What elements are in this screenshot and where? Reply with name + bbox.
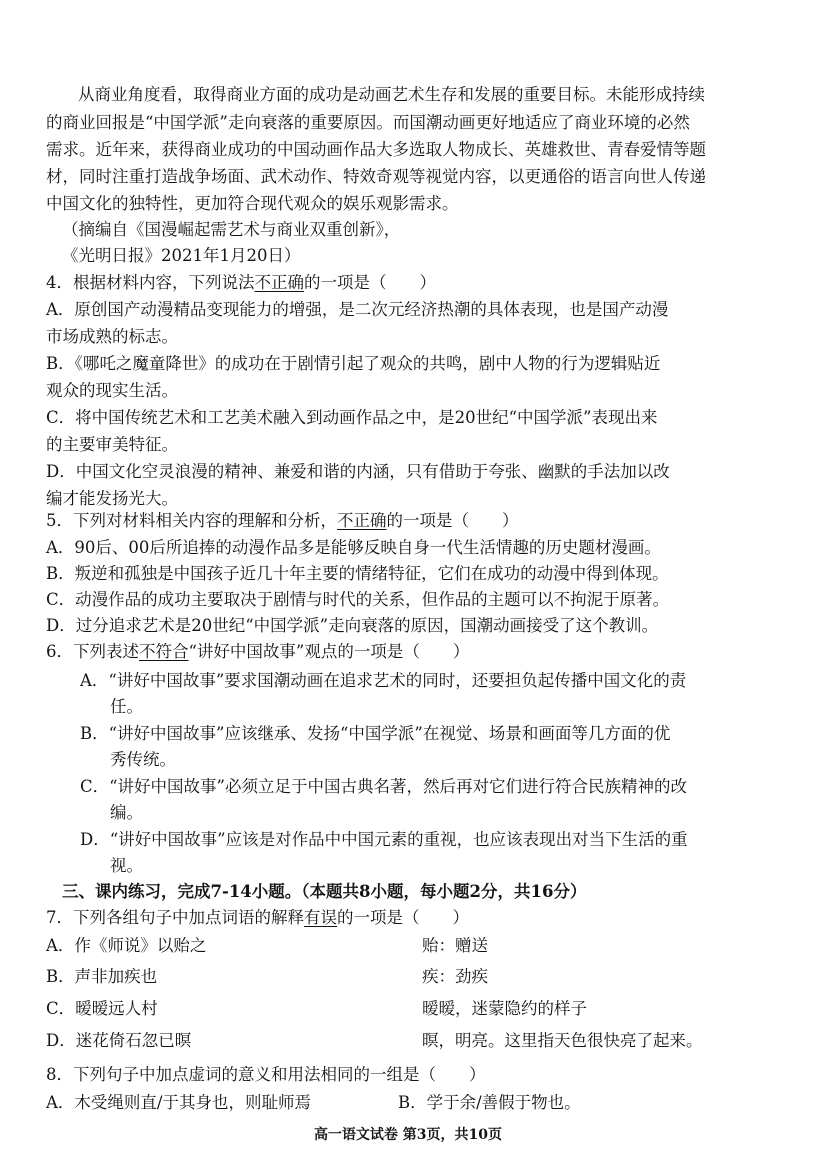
question-7-stem: 7．下列各组句子中加点词语的解释有误的一项是（ ） (46, 908, 469, 927)
q6-option-b: B．“讲好中国故事”应该继承、发扬“中国学派”在视觉、场景和画面等几方面的优 (80, 724, 671, 743)
emphasis-text: 不符合 (139, 642, 189, 661)
page-footer: 高一语文试卷 第3页，共10页 (313, 1127, 503, 1143)
question-4-stem: 4．根据材料内容，下列说法不正确的一项是（ ） (46, 273, 436, 292)
q7-option-c: C．暧暧远人村 暧暧，迷蒙隐约的样子 (46, 996, 776, 1022)
passage-line: 中国文化的独特性，更加符合现代观众的娱乐观影需求。 (46, 194, 459, 213)
q7-explanation: 贻：赠送 (422, 936, 488, 955)
q4-option-c: C．将中国传统艺术和工艺美术融入到动画作品之中，是20世纪“中国学派”表现出来 (46, 408, 658, 427)
passage-line: 从商业角度看，取得商业方面的成功是动画艺术生存和发展的重要目标。未能形成持续 (78, 85, 705, 104)
emphasis-text: 不正确 (337, 511, 387, 530)
q4-option-a-cont: 市场成熟的标志。 (46, 327, 178, 346)
q7-option-a: A．作《师说》以贻之 贻：赠送 (46, 933, 776, 959)
q8-options (46, 1090, 776, 1116)
q8-option-a: A．木受绳则直/于其身也，则耻师焉 (46, 1093, 311, 1112)
q4-option-b: B．《哪吒之魔童降世》的成功在于剧情引起了观众的共鸣，剧中人物的行为逻辑贴近 (46, 354, 661, 373)
q5-option-d: D．过分追求艺术是20世纪“中国学派”走向衰落的原因，国潮动画接受了这个教训。 (46, 616, 659, 635)
question-8-stem: 8．下列句子中加点虚词的意义和用法相同的一组是（ ） (46, 1065, 486, 1084)
q4-option-c-cont: 的主要审美特征。 (46, 435, 178, 454)
q7-explanation: 暝，明亮。这里指天色很快亮了起来。 (422, 1031, 703, 1050)
q6-option-a: A．“讲好中国故事”要求国潮动画在追求艺术的同时，还要担负起传播中国文化的责 (80, 671, 687, 690)
q5-option-c: C．动漫作品的成功主要取决于剧情与时代的关系，但作品的主题可以不拘泥于原著。 (46, 590, 670, 609)
q4-option-a: A．原创国产动漫精品变现能力的增强，是二次元经济热潮的具体表现，也是国产动漫 (46, 300, 669, 319)
q6-option-c-cont: 编。 (110, 803, 143, 822)
q4-option-d: D．中国文化空灵浪漫的精神、兼爱和谐的内涵，只有借助于夸张、幽默的手法加以改 (46, 462, 670, 481)
q4-option-b-cont: 观众的现实生活。 (46, 381, 178, 400)
q5-option-b: B．叛逆和孤独是中国孩子近几十年主要的情绪特征，它们在成功的动漫中得到体现。 (46, 564, 669, 583)
question-5-stem: 5．下列对材料相关内容的理解和分析，不正确的一项是（ ） (46, 511, 519, 530)
q7-option-b: B．声非加疾也 疾：劲疾 (46, 964, 776, 990)
passage-line: 需求。近年来，获得商业成功的中国动画作品大多选取人物成长、英雄救世、青春爱情等题 (46, 140, 706, 159)
q4-option-d-cont: 编才能发扬光大。 (46, 489, 178, 508)
q6-option-c: C．“讲好中国故事”必须立足于中国古典名著，然后再对它们进行符合民族精神的改 (80, 777, 687, 796)
passage-line: 的商业回报是“中国学派”走向衰落的重要原因。而国潮动画更好地适应了商业环境的必然 (46, 113, 690, 132)
q7-option-d: D．迷花倚石忽已暝 暝，明亮。这里指天色很快亮了起来。 (46, 1028, 776, 1054)
q6-option-d: D．“讲好中国故事”应该是对作品中中国元素的重视，也应该表现出对当下生活的重 (80, 830, 688, 849)
q7-explanation: 疾：劲疾 (422, 967, 488, 986)
q6-option-b-cont: 秀传统。 (110, 750, 176, 769)
emphasis-text: 有误 (304, 908, 337, 927)
q5-option-a: A．90后、00后所追捧的动漫作品多是能够反映自身一代生活情趣的历史题材漫画。 (46, 538, 661, 557)
q7-explanation: 暧暧，迷蒙隐约的样子 (422, 999, 587, 1018)
q6-option-d-cont: 视。 (110, 856, 143, 875)
passage-line: 材，同时注重打造战争场面、武术动作、特效奇观等视觉内容，以更通俗的语言向世人传递 (46, 167, 706, 186)
emphasis-text: 不正确 (254, 273, 304, 292)
q6-option-a-cont: 任。 (110, 697, 143, 716)
section-heading: 三、课内练习，完成7-14小题。（本题共8小题，每小题2分，共16分） (62, 882, 587, 901)
source-citation: （摘编自《国漫崛起需艺术与商业双重创新》， (62, 220, 401, 239)
q8-option-b: B．学于余/善假于物也。 (398, 1093, 581, 1112)
source-citation: 《光明日报》2021年1月20日） (62, 246, 301, 265)
question-6-stem: 6．下列表述不符合“讲好中国故事”观点的一项是（ ） (46, 642, 470, 661)
